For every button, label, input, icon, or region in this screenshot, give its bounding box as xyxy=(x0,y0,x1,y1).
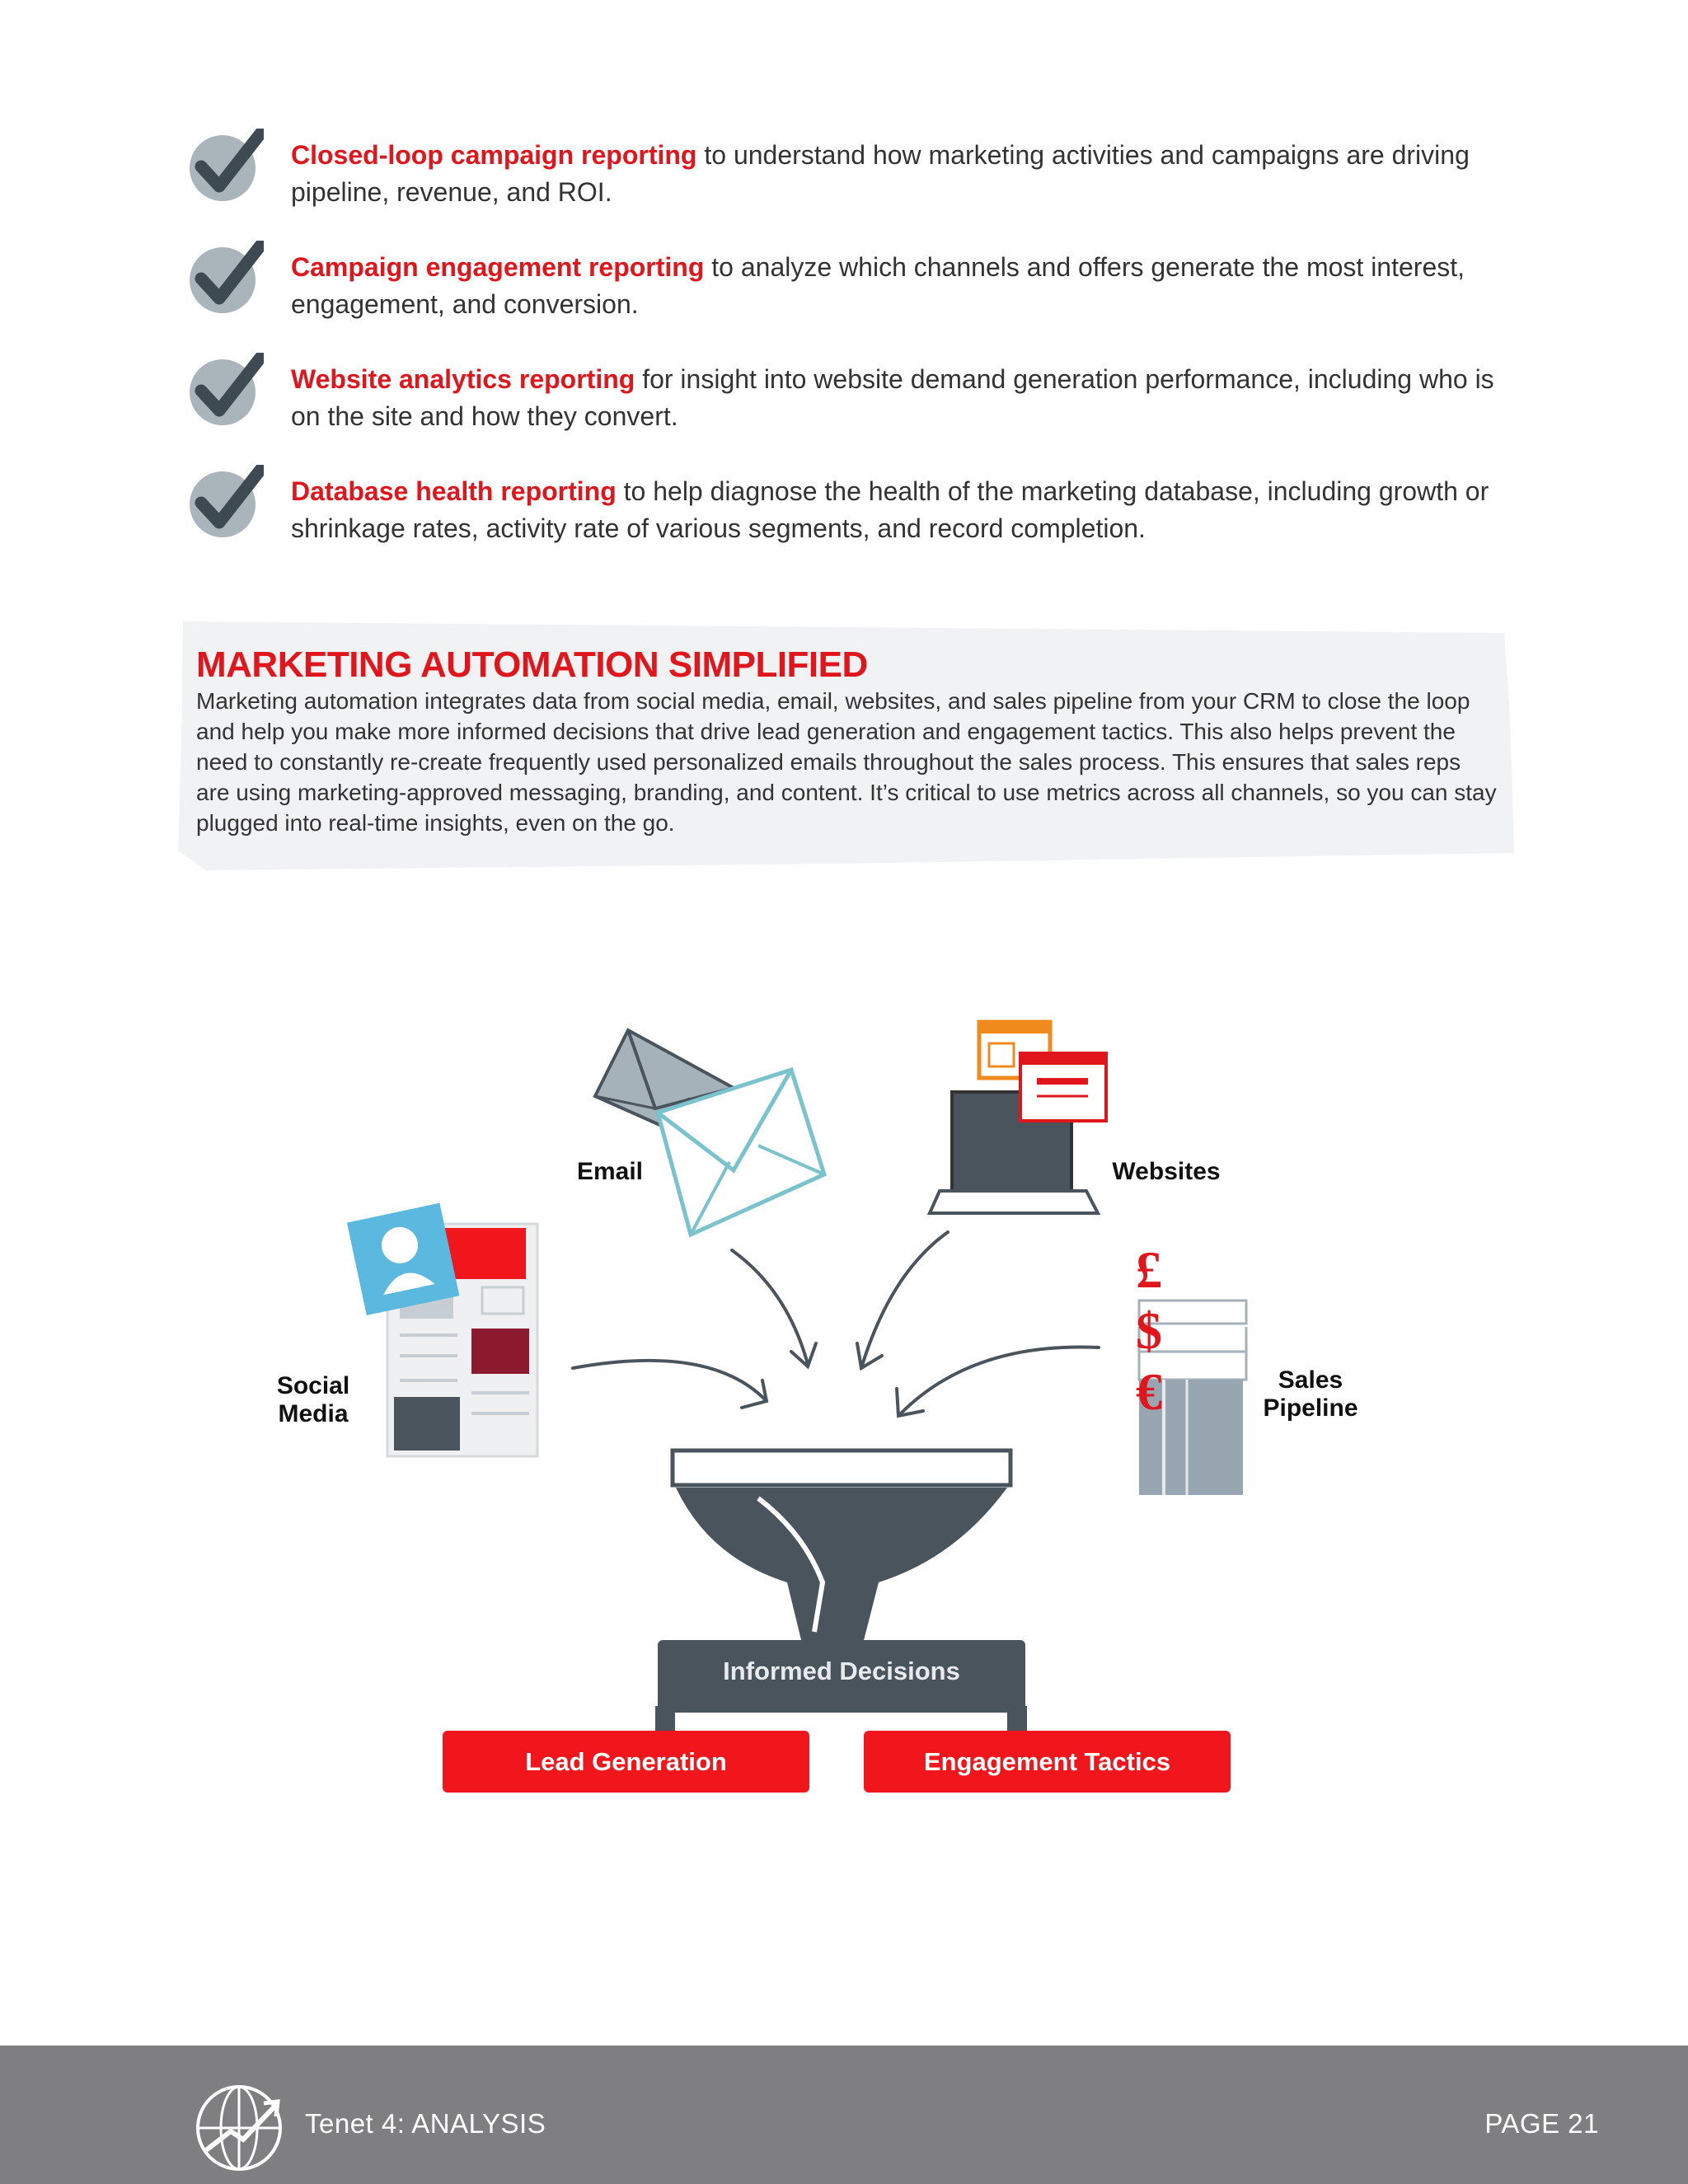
check-highlight: Campaign engagement reporting xyxy=(291,252,705,282)
engagement-tactics-label: Engagement Tactics xyxy=(923,1747,1171,1776)
check-item xyxy=(190,236,1508,348)
checkmark-icon xyxy=(190,353,264,427)
informed-decisions-label: Informed Decisions xyxy=(723,1657,960,1685)
callout-title: MARKETING AUTOMATION SIMPLIFIED xyxy=(196,644,868,685)
callout-box xyxy=(173,618,1517,874)
currency-symbols: £$€ xyxy=(1136,1240,1162,1421)
check-highlight: Closed-loop campaign reporting xyxy=(291,140,697,170)
check-description: for insight into website demand generation performance, including who is on the site and how they convert. xyxy=(291,364,1494,431)
lead-generation-label: Lead Generation xyxy=(525,1747,727,1776)
arrow-icon xyxy=(573,1232,1099,1416)
social-media-icon xyxy=(347,1203,537,1456)
checkmark-icon xyxy=(190,241,264,315)
footer-section: Tenet 4: ANALYSIS xyxy=(305,2108,546,2139)
checkmark-icon xyxy=(190,465,264,539)
check-description: to help diagnose the health of the marketing database, including growth or shrinkage rates, activity rate of various segments, and record completion. xyxy=(291,476,1489,543)
check-description: to analyze which channels and offers generate the most interest, engagement, and conversion. xyxy=(291,252,1465,319)
sales-pipeline-label: Sales Pipeline xyxy=(1263,1366,1358,1422)
callout-body: Marketing automation integrates data from social media, email, websites, and sales pipeline from your CRM to close the loop and help you make more informed decisions that drive lead generation and engagement tactics. This also helps prevent the need to constantly re-create frequently used personalized emails throughout the sales process. This ensures that sales reps are using marketing-approved messaging, branding, and content. It’s critical to use metrics across all channels, so you can stay plugged into real-time insights, even on the go. xyxy=(196,688,1497,836)
check-item xyxy=(190,460,1508,572)
analysis-globe-icon xyxy=(194,2080,288,2175)
social-media-label: Social Media xyxy=(276,1372,350,1427)
funnel-icon xyxy=(655,1451,1027,1751)
check-description: to understand how marketing activities and campaigns are driving pipeline, revenue, and ROI. xyxy=(291,140,1470,207)
check-highlight: Database health reporting xyxy=(291,476,617,506)
checklist xyxy=(190,124,1508,572)
check-highlight: Website analytics reporting xyxy=(291,364,635,394)
websites-label: Websites xyxy=(1112,1158,1221,1185)
diagram-graphics xyxy=(0,1005,1688,1830)
email-label: Email xyxy=(576,1158,644,1185)
check-item xyxy=(190,124,1508,236)
page-footer xyxy=(0,2046,1688,2184)
laptop-icon xyxy=(930,1022,1106,1213)
page-number: PAGE 21 xyxy=(1484,2108,1599,2139)
check-item xyxy=(190,348,1508,460)
checkmark-icon xyxy=(190,129,264,203)
